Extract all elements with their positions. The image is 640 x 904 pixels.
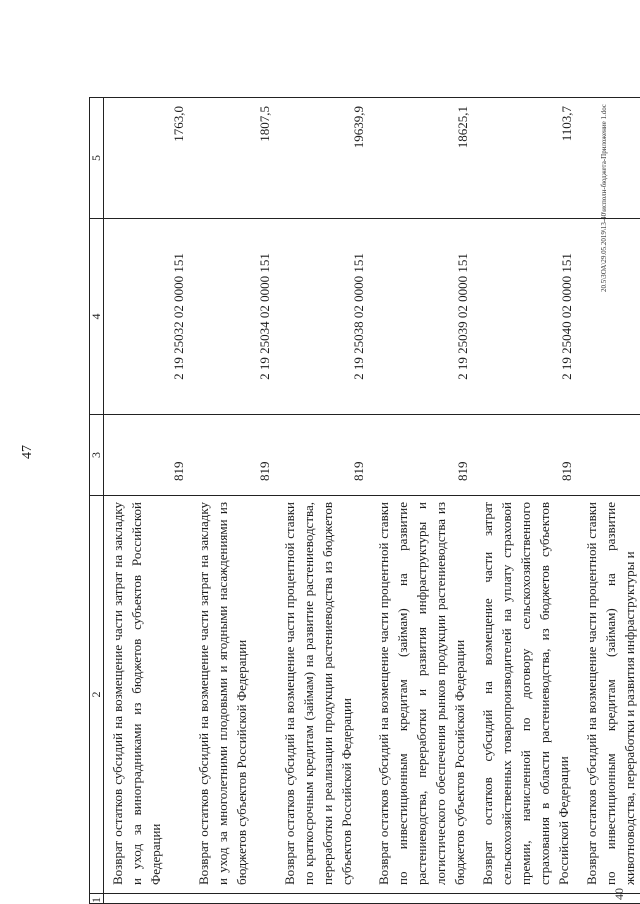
index-cell <box>578 894 640 904</box>
amount-cell <box>578 98 640 219</box>
column-header-3: 3 <box>90 415 104 496</box>
column-header-1: 1 <box>90 894 104 904</box>
file-path-footer: 20.5\ЗОА\29.05.2019\13-40\исполн-бюджета-Приложение 1.doc <box>600 104 608 292</box>
chapter-code-cell: 819 <box>276 415 370 496</box>
amount-cell: 1763,0 <box>104 98 191 219</box>
budget-code-cell: 2 19 25039 02 0000 151 <box>370 219 474 415</box>
description-cell: Возврат остатков субсидий на возмещение части затрат на закладку и уход за многолетними плодовыми и ягодными насаждениями из бюджетов субъектов Российской Федерации <box>190 496 276 894</box>
table-row <box>370 98 474 904</box>
amount-cell: 19639,9 <box>276 98 370 219</box>
index-cell <box>276 894 370 904</box>
chapter-code-cell: 819 <box>474 415 578 496</box>
chapter-code-cell: 819 <box>190 415 276 496</box>
budget-code-cell: 2 19 25032 02 0000 151 <box>104 219 191 415</box>
index-cell <box>104 894 191 904</box>
description-cell: Возврат остатков субсидий на возмещение части затрат на закладку и уход за виноградниками из бюджетов субъектов Российской Федерации <box>104 496 191 894</box>
corner-page-number: 40 <box>612 888 626 900</box>
chapter-code-cell <box>578 415 640 496</box>
chapter-code-cell: 819 <box>370 415 474 496</box>
table-row <box>276 98 370 904</box>
index-cell <box>370 894 474 904</box>
amount-cell: 1807,5 <box>190 98 276 219</box>
budget-code-cell <box>578 219 640 415</box>
column-header-5: 5 <box>90 98 104 219</box>
amount-cell: 18625,1 <box>370 98 474 219</box>
index-cell <box>474 894 578 904</box>
table-row <box>190 98 276 904</box>
table-row <box>104 98 191 904</box>
budget-code-cell: 2 19 25034 02 0000 151 <box>190 219 276 415</box>
column-header-2: 2 <box>90 496 104 894</box>
budget-table <box>89 97 640 904</box>
table-header-row <box>90 98 104 904</box>
index-cell <box>190 894 276 904</box>
budget-code-cell: 2 19 25040 02 0000 151 <box>474 219 578 415</box>
amount-cell: 1103,7 <box>474 98 578 219</box>
column-header-4: 4 <box>90 219 104 415</box>
description-cell: Возврат остатков субсидий на возмещение части процентной ставки по инвестиционным кредитам (займам) на развитие животноводства, переработки и развития инфраструктуры и <box>578 496 640 894</box>
description-cell: Возврат остатков субсидий на возмещение части процентной ставки по инвестиционным кредитам (займам) на развитие растениеводства, переработки и развития инфраструктуры и логистического обеспечения рынков продукции растениеводства из бюджетов субъектов Российской Федерации <box>370 496 474 894</box>
table-row <box>474 98 578 904</box>
chapter-code-cell: 819 <box>104 415 191 496</box>
table-row <box>578 98 640 904</box>
page-number: 47 <box>20 445 35 459</box>
description-cell: Возврат остатков субсидий на возмещение части затрат сельскохозяйственных товаропроизводителей на уплату страховой премии, начисленной по договору сельскохозяйственного страхования в области растениеводства, из бюджетов субъектов Российской Федерации <box>474 496 578 894</box>
budget-code-cell: 2 19 25038 02 0000 151 <box>276 219 370 415</box>
description-cell: Возврат остатков субсидий на возмещение части процентной ставки по краткосрочным кредитам (займам) на развитие растениеводства, переработки и реализации продукции растениеводства из бюджетов субъектов Российской Федерации <box>276 496 370 894</box>
